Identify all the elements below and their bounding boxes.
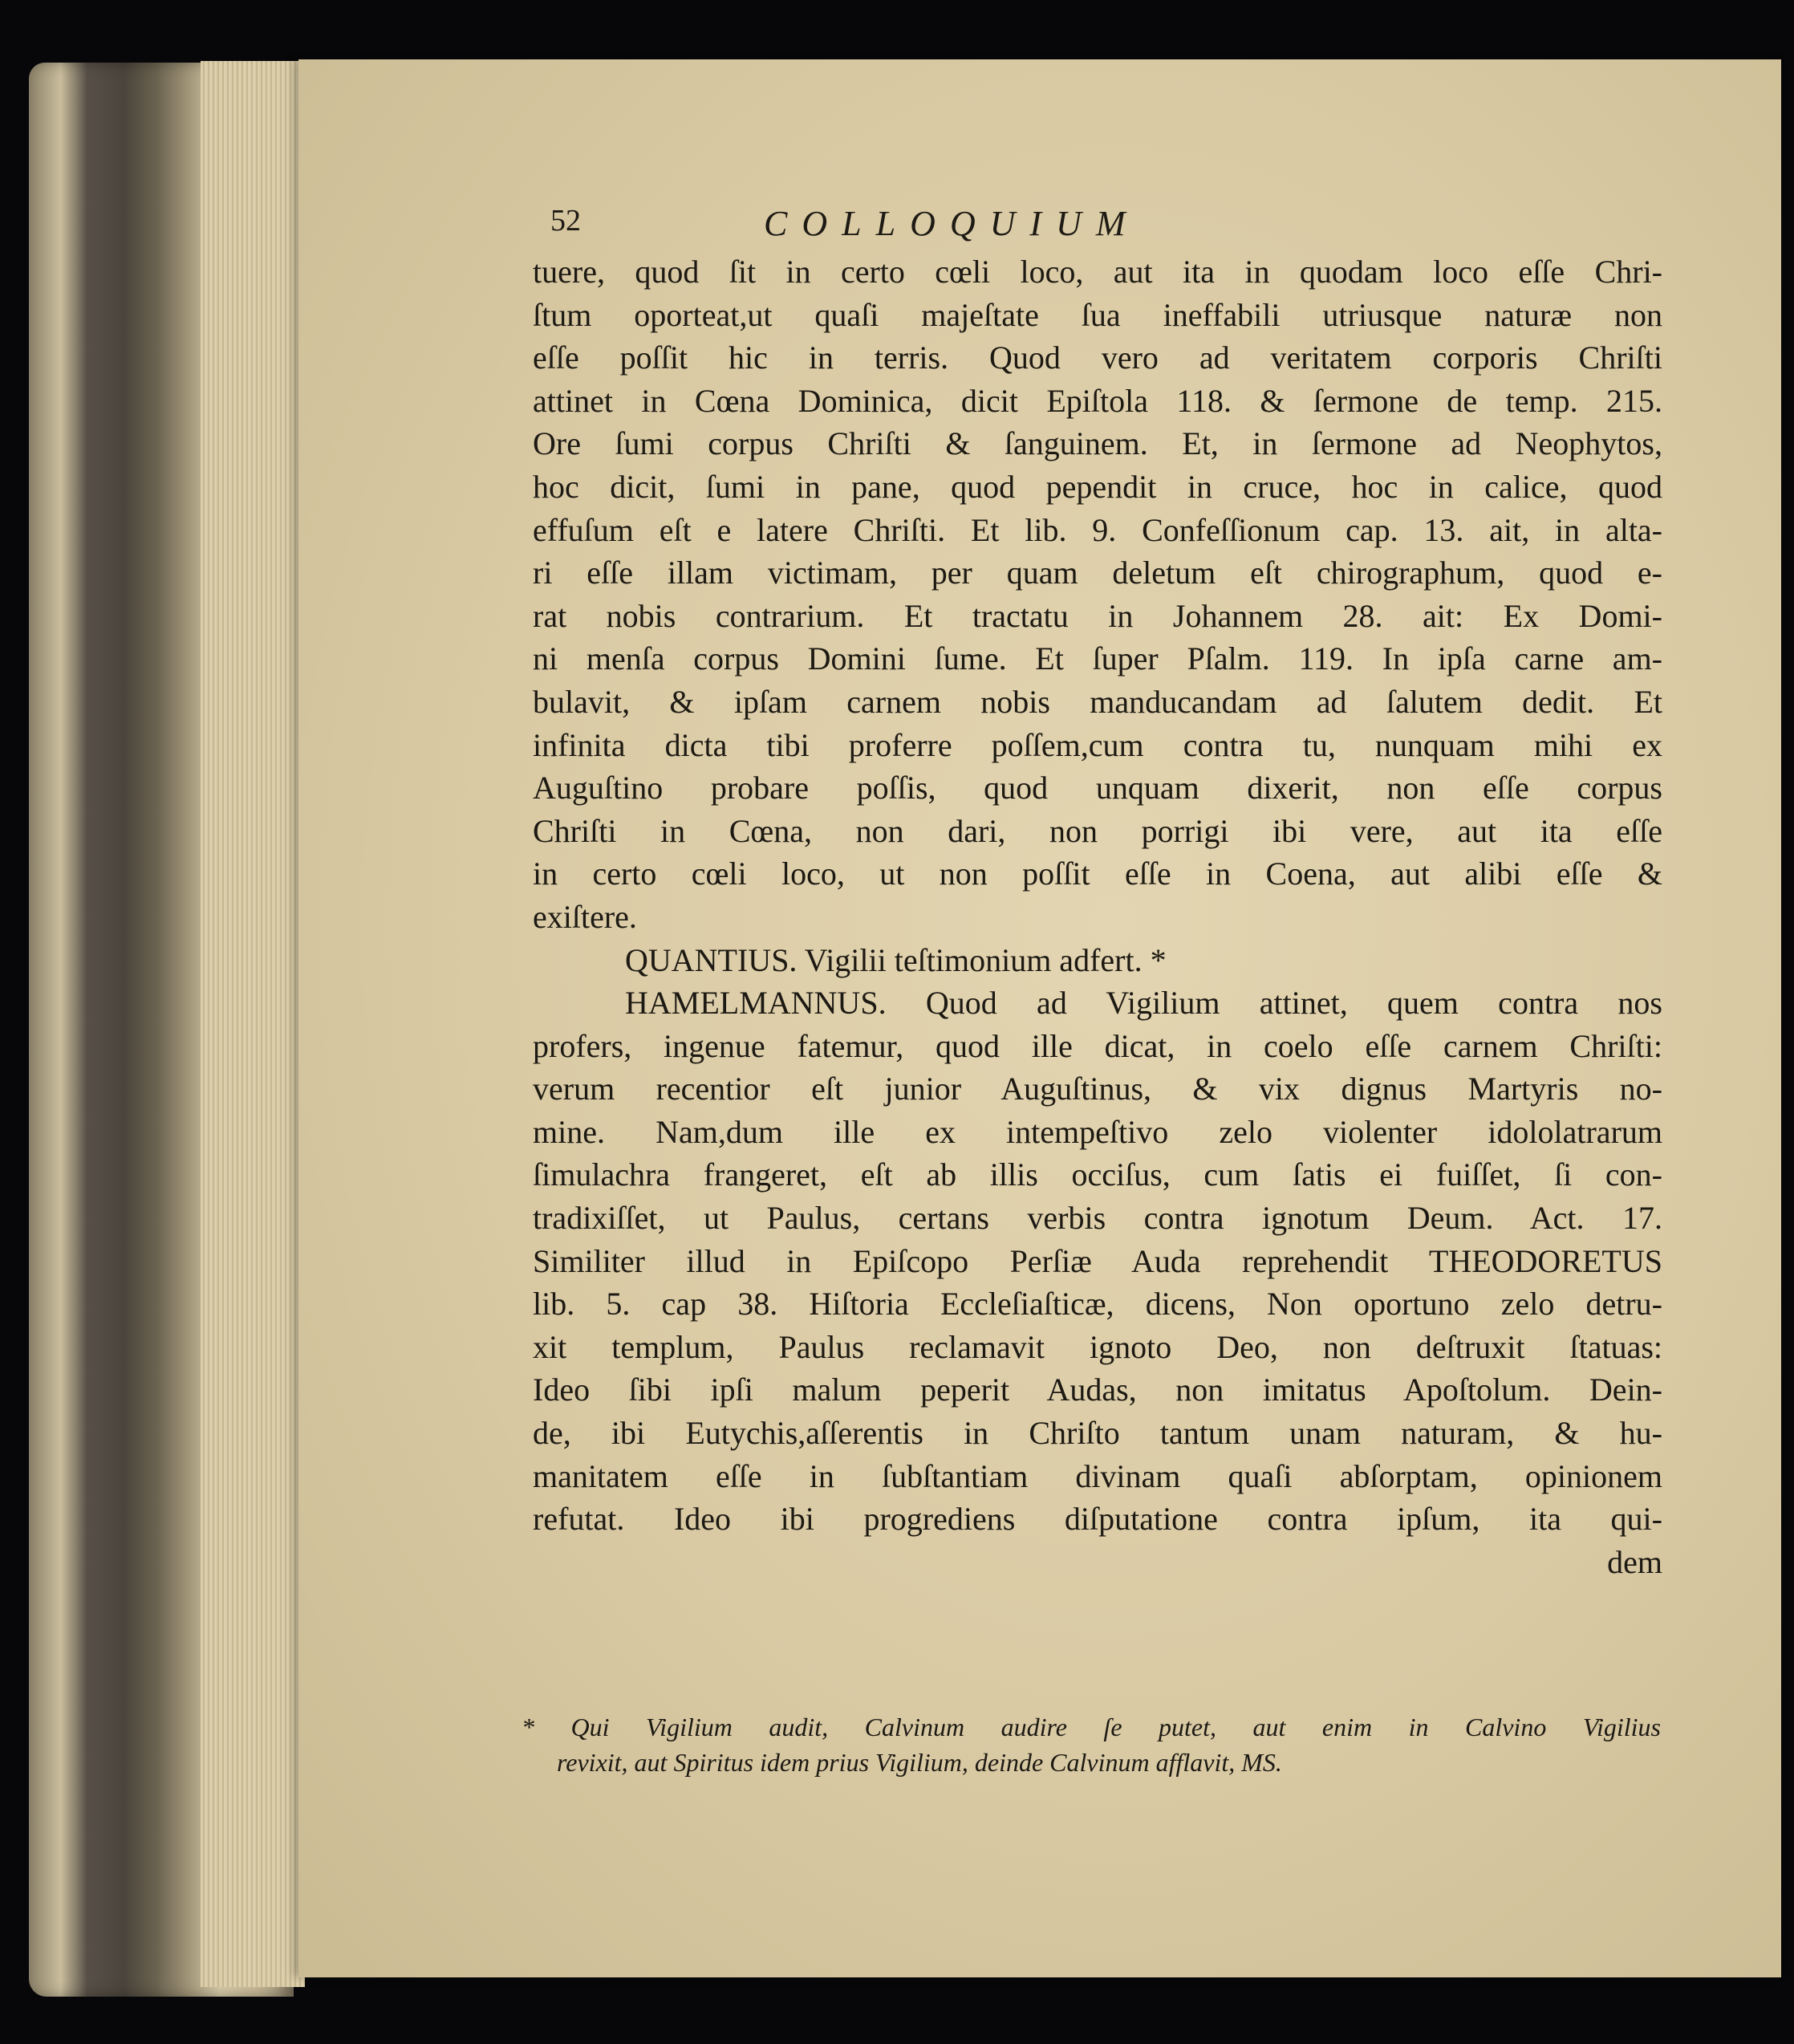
text-line: ni menſa corpus Domini ſume. Et ſuper Pſalm. 119. In ipſa carne am-: [533, 640, 1662, 677]
text-line: manitatem eſſe in ſubſtantiam divinam quaſi abſorptam, opinionem: [533, 1457, 1662, 1494]
text-line: tuere, quod ſit in certo cœli loco, aut ita in quodam loco eſſe Chri-: [533, 254, 1662, 290]
text-line: ſtum oporteat,ut quaſi majeſtate ſua ineffabili utriusque naturæ non: [533, 296, 1662, 333]
text-line: de, ibi Eutychis,aſſerentis in Chriſto tantum unam naturam, & hu-: [533, 1415, 1662, 1452]
text-line: in certo cœli loco, ut non poſſit eſſe in Coena, aut alibi eſſe &: [533, 855, 1662, 892]
text-line: Chriſti in Cœna, non dari, non porrigi ibi vere, aut ita eſſe: [533, 812, 1662, 849]
body-text: [533, 250, 1662, 1583]
text-line: Ideo ſibi ipſi malum peperit Audas, non imitatus Apoſtolum. Dein-: [533, 1371, 1662, 1408]
speaker-line: HAMELMANNUS. Quod ad Vigilium attinet, quem contra nos: [625, 985, 1662, 1022]
text-line: xit templum, Paulus reclamavit ignoto Deo, non deſtruxit ſtatuas:: [533, 1328, 1662, 1365]
text-line: infinita dicta tibi proferre poſſem,cum contra tu, nunquam mihi ex: [533, 726, 1662, 763]
text-line: bulavit, & ipſam carnem nobis manducandam ad ſalutem dedit. Et: [533, 683, 1662, 720]
speaker-line: QUANTIUS. Vigilii teſtimonium adfert. *: [625, 941, 1167, 978]
text-line: rat nobis contrarium. Et tractatu in Johannem 28. ait: Ex Domi-: [533, 597, 1662, 634]
text-line: Ore ſumi corpus Chriſti & ſanguinem. Et, in ſermone ad Neophytos,: [533, 425, 1662, 462]
text-line: lib. 5. cap 38. Hiſtoria Eccleſiaſticæ, dicens, Non oportuno zelo detru-: [533, 1286, 1662, 1323]
footnote: [522, 1709, 1661, 1780]
catchword: dem: [1607, 1543, 1662, 1580]
text-line: Auguſtino probare poſſis, quod unquam dixerit, non eſſe corpus: [533, 770, 1662, 807]
text-line: verum recentior eſt junior Auguſtinus, & vix dignus Martyris no-: [533, 1071, 1662, 1107]
text-line: eſſe poſſit hic in terris. Quod vero ad veritatem corporis Chriſti: [533, 339, 1662, 376]
page-header: [550, 203, 1353, 251]
text-line: attinet in Cœna Dominica, dicit Epiſtola 118. & ſermone de temp. 215.: [533, 382, 1662, 419]
text-line: profers, ingenue fatemur, quod ille dicat, in coelo eſſe carnem Chriſti:: [533, 1027, 1662, 1064]
footnote-line: * Qui Vigilium audit, Calvinum audire ſe putet, aut enim in Calvino Vigilius: [522, 1713, 1661, 1741]
text-line: mine. Nam,dum ille ex intempeſtivo zelo violenter idololatrarum: [533, 1113, 1662, 1150]
text-line: refutat. Ideo ibi progrediens diſputatione contra ipſum, ita qui-: [533, 1501, 1662, 1538]
text-line: Similiter illud in Epiſcopo Perſiæ Auda reprehendit THEODORETUS: [533, 1242, 1662, 1279]
page-number: 52: [550, 204, 581, 238]
text-line: ri eſſe illam victimam, per quam deletum eſt chirographum, quod e-: [533, 555, 1662, 591]
text-line: ſimulachra frangeret, eſt ab illis occiſus, cum ſatis ei fuiſſet, ſi con-: [533, 1156, 1662, 1193]
running-title: COLLOQUIUM: [764, 204, 1140, 243]
text-line: effuſum eſt e latere Chriſti. Et lib. 9. Confeſſionum cap. 13. ait, in alta-: [533, 511, 1662, 548]
text-line: tradixiſſet, ut Paulus, certans verbis contra ignotum Deum. Act. 17.: [533, 1200, 1662, 1237]
footnote-line: revixit, aut Spiritus idem prius Vigilium, deinde Calvinum afflavit, MS.: [557, 1748, 1282, 1777]
text-line: exiſtere.: [533, 898, 637, 935]
text-line: hoc dicit, ſumi in pane, quod pependit in cruce, hoc in calice, quod: [533, 468, 1662, 505]
page-stack: [201, 61, 305, 1987]
